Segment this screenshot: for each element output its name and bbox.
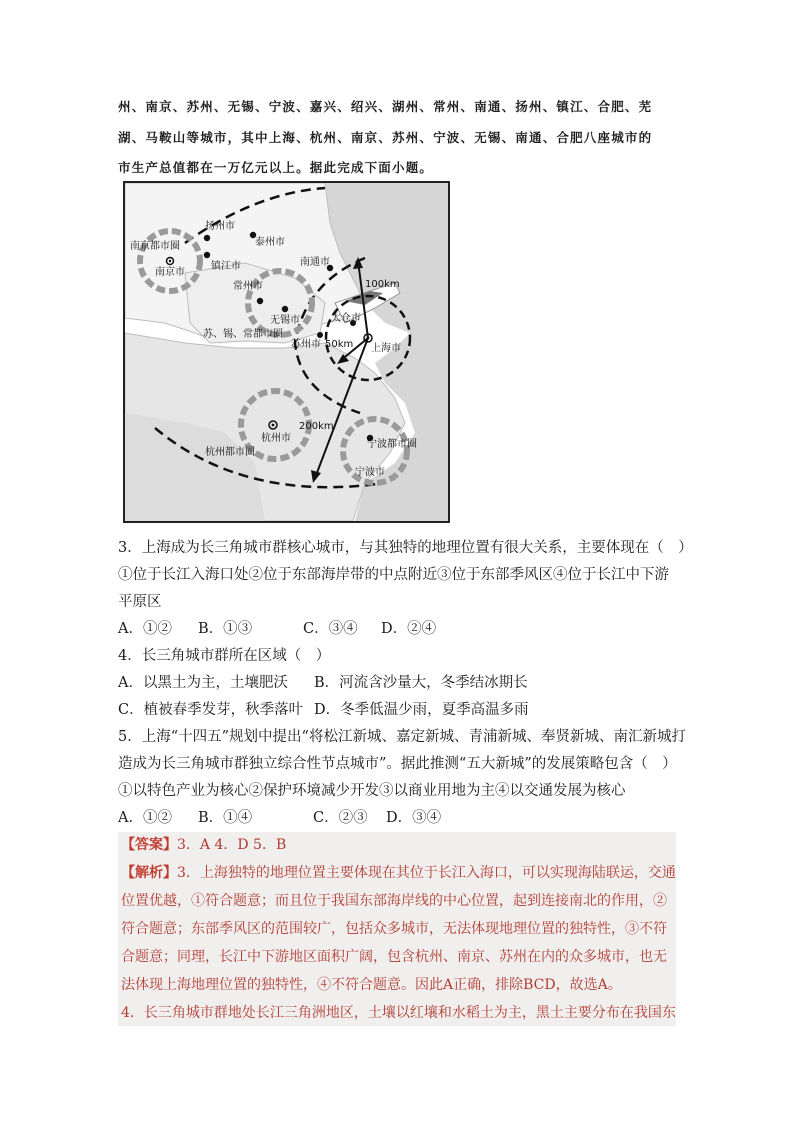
analysis-line-6: 4．长三角城市群地处长江三角洲地区，土壤以红壤和水稻土为主，黑土主要分布在我国东 xyxy=(121,1005,676,1021)
zhenjiang-dot xyxy=(204,252,210,258)
label-hangzhou-circle: 杭州都市圈 xyxy=(205,447,255,458)
label-nanjing: 南京市 xyxy=(155,267,185,278)
suzhou-dot xyxy=(317,332,323,338)
q5-option-c: C．②③ xyxy=(313,810,368,826)
question-3 xyxy=(118,535,693,643)
q3-stem: 3．上海成为长三角城市群核心城市，与其独特的地理位置有很大关系，主要体现在（ ） xyxy=(118,540,693,556)
q3-option-d: D．②④ xyxy=(381,621,437,637)
q5-option-a: A．①② xyxy=(118,810,172,826)
label-ningbo: 宁波市 xyxy=(355,467,385,478)
q4-option-a: A．以黑土为主，土壤肥沃 xyxy=(118,675,288,691)
q5-stem-line2: 造成为长三角城市群独立综合性节点城市”。据此推测“五大新城”的发展策略包含（ ） xyxy=(118,756,677,772)
yangtze-delta-map xyxy=(123,181,450,523)
label-taicang: 太仓市 xyxy=(331,313,361,324)
changzhou-dot xyxy=(257,298,263,304)
intro-paragraph xyxy=(118,92,678,184)
intro-line-2: 湖、马鞍山等城市，其中上海、杭州、南京、苏州、宁波、无锡、南通、合肥八座城市的 xyxy=(118,129,653,145)
yangzhou-dot xyxy=(204,235,210,241)
q5-items: ①以特色产业为核心②保护环境减少开发③以商业用地为主④以交通发展为核心 xyxy=(118,783,626,799)
answer-tag: 【答案】 xyxy=(121,837,177,853)
analysis-line-1 xyxy=(121,859,677,887)
label-suzhou: 苏州市 xyxy=(291,339,321,350)
label-100km: 100km xyxy=(365,279,400,290)
q4-stem: 4．长三角城市群所在区域（ ） xyxy=(118,648,331,664)
label-ningbo-circle: 宁波都市圈 xyxy=(367,439,417,450)
answer-line xyxy=(121,831,677,859)
q5-options xyxy=(118,805,678,832)
label-hangzhou: 杭州市 xyxy=(261,433,291,444)
label-wuxi: 无锡市 xyxy=(270,315,300,326)
label-50km: 50km xyxy=(325,339,354,350)
question-5 xyxy=(118,724,686,832)
question-4 xyxy=(118,643,678,724)
q4-option-d: D．冬季低温少雨，夏季高温多雨 xyxy=(314,702,529,718)
wuxi-dot xyxy=(282,306,288,312)
q3-items-line2: 平原区 xyxy=(118,594,162,610)
q4-options-row2 xyxy=(118,697,678,724)
analysis-line-5: 法体现上海地理位置的独特性，④不符合题意。因此A正确，排除BCD，故选A。 xyxy=(121,977,622,993)
analysis-text-1: 3．上海独特的地理位置主要体现在其位于长江入海口，可以实现海陆联运，交通 xyxy=(177,865,676,881)
q4-option-c: C．植被春季发芽，秋季落叶 xyxy=(118,702,304,718)
analysis-tag: 【解析】 xyxy=(121,865,177,881)
analysis-line-4: 合题意；同理，长江中下游地区面积广阔，包含杭州、南京、苏州在内的众多城市，也无 xyxy=(121,949,667,965)
q3-option-c: C．③④ xyxy=(303,621,358,637)
label-nanjing-circle: 南京都市圈 xyxy=(130,241,180,252)
q4-option-b: B．河流含沙量大，冬季结冰期长 xyxy=(314,675,528,691)
analysis-line-3: 符合题意；东部季风区的范围较广，包括众多城市，无法体现地理位置的独特性，③不符 xyxy=(121,921,667,937)
q5-option-b: B．①④ xyxy=(198,810,253,826)
q3-items-line1: ①位于长江入海口处②位于东部海岸带的中点附近③位于东部季风区④位于长江中下游 xyxy=(118,567,669,583)
label-200km: 200km xyxy=(299,421,334,432)
answer-text: 3．A 4．D 5．B xyxy=(177,837,287,853)
label-yangzhou: 扬州市 xyxy=(205,221,235,232)
q4-options-row1 xyxy=(118,670,678,697)
intro-line-1: 州、南京、苏州、无锡、宁波、嘉兴、绍兴、湖州、常州、南通、扬州、镇江、合肥、芜 xyxy=(118,99,653,114)
q3-options xyxy=(118,616,678,643)
label-shanghai: 上海市 xyxy=(371,343,401,354)
q5-option-d: D．③④ xyxy=(386,810,442,826)
q3-option-b: B．①③ xyxy=(198,621,253,637)
intro-line-3: 市生产总值都在一万亿元以上。据此完成下面小题。 xyxy=(118,160,434,175)
label-taizhou: 泰州市 xyxy=(255,237,285,248)
label-sxc-circle: 苏、锡、常都市圈 xyxy=(203,329,283,340)
label-zhenjiang: 镇江市 xyxy=(211,261,241,272)
label-nantong: 南通市 xyxy=(300,257,330,268)
q5-stem-line1: 5．上海“十四五”规划中提出“将松江新城、嘉定新城、青浦新城、奉贤新城、南汇新城打 xyxy=(118,729,686,745)
label-changzhou: 常州市 xyxy=(233,281,263,292)
q3-option-a: A．①② xyxy=(118,621,172,637)
analysis-line-2: 位置优越，①符合题意；而且位于我国东部海岸线的中心位置，起到连接南北的作用，② xyxy=(121,893,667,909)
